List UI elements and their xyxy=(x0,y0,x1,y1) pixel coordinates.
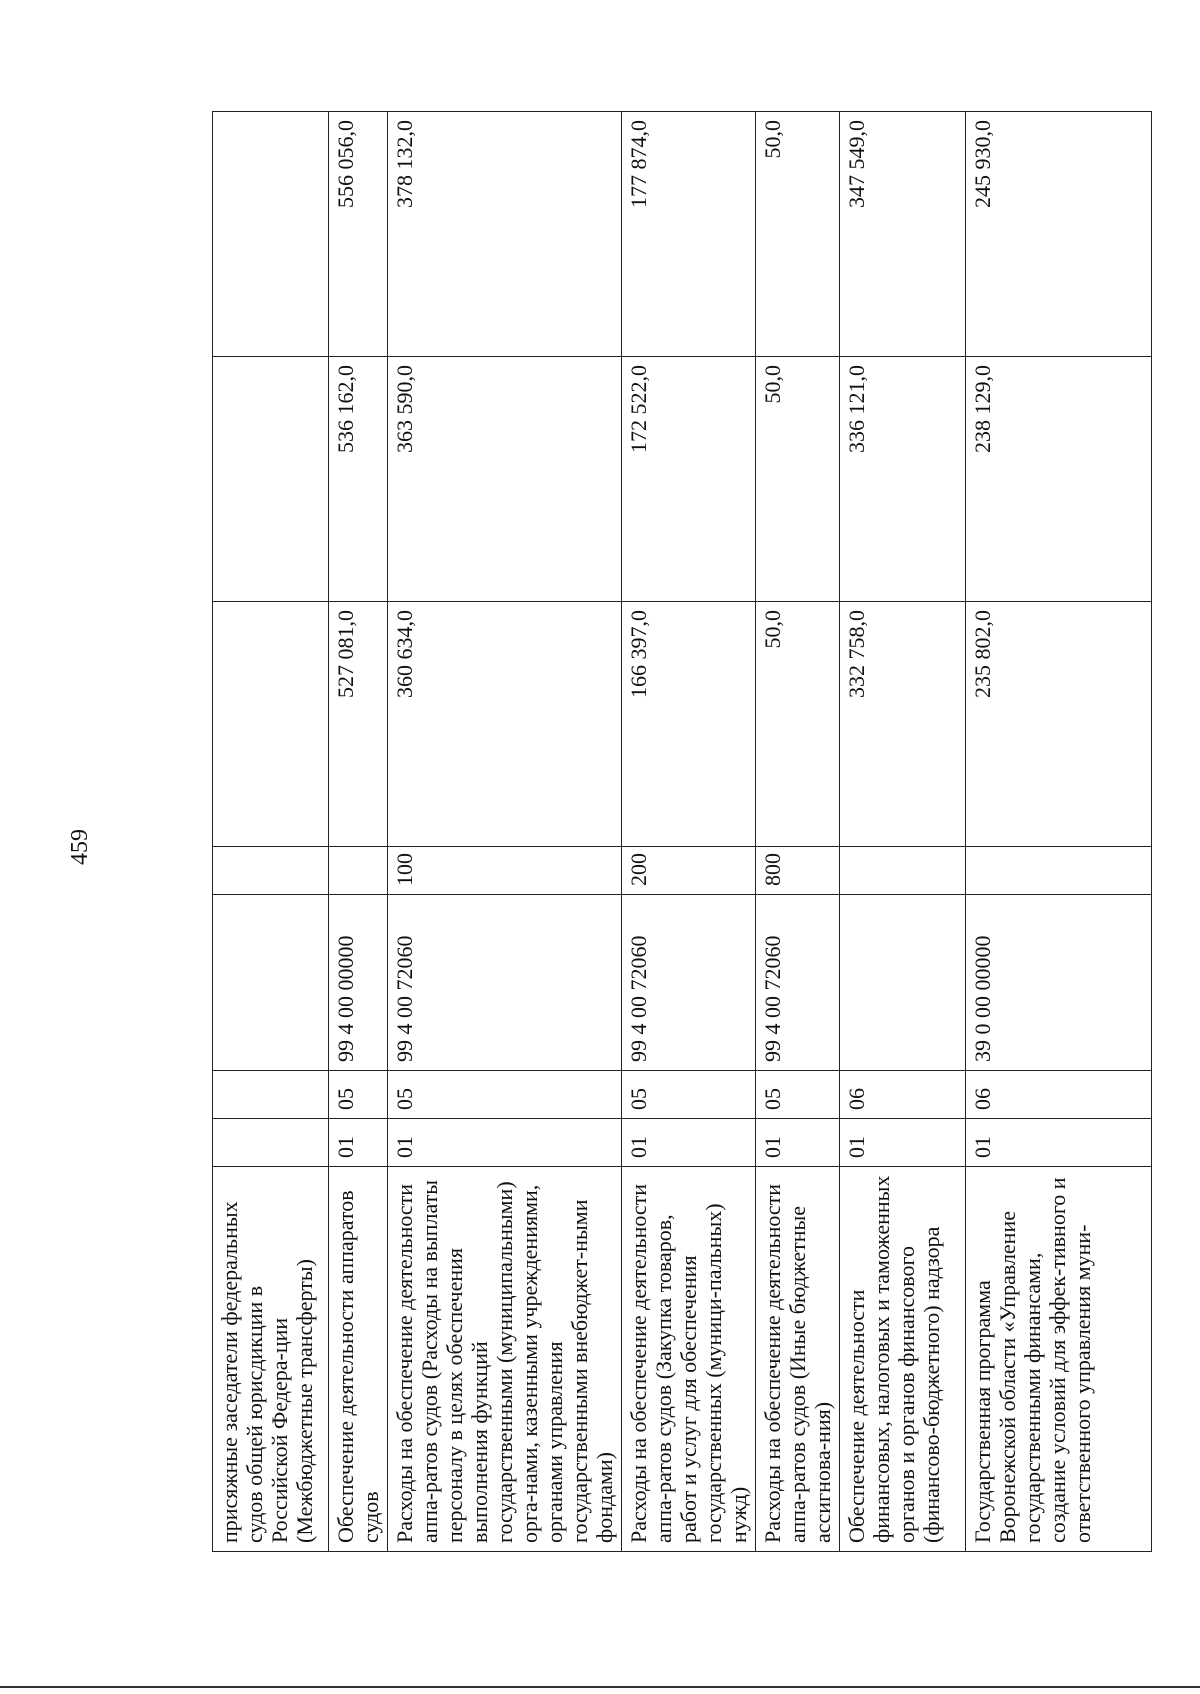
cell-amount-year-2: 336 121,0 xyxy=(840,357,966,602)
cell-expense-type: 100 xyxy=(388,847,622,895)
cell-subsection: 06 xyxy=(966,1071,1152,1119)
cell-expense-type xyxy=(213,847,329,895)
cell-name: Расходы на обеспечение деятельности аппа-ратов судов (Иные бюджетные ассигнова-ния) xyxy=(756,1167,840,1552)
cell-amount-year-1: 166 397,0 xyxy=(622,602,756,847)
table-row xyxy=(622,112,756,1552)
cell-expense-type xyxy=(840,847,966,895)
table-row xyxy=(840,112,966,1552)
cell-target-article: 99 4 00 72060 xyxy=(756,895,840,1071)
cell-section: 01 xyxy=(966,1119,1152,1167)
cell-section: 01 xyxy=(329,1119,388,1167)
cell-amount-year-1: 235 802,0 xyxy=(966,602,1152,847)
cell-target-article: 99 4 00 00000 xyxy=(329,895,388,1071)
cell-amount-year-2: 50,0 xyxy=(756,357,840,602)
cell-amount-year-2 xyxy=(213,357,329,602)
cell-amount-year-3: 245 930,0 xyxy=(966,112,1152,357)
cell-subsection: 05 xyxy=(756,1071,840,1119)
cell-target-article xyxy=(213,895,329,1071)
cell-expense-type: 800 xyxy=(756,847,840,895)
table-body xyxy=(213,112,1152,1552)
cell-expense-type: 200 xyxy=(622,847,756,895)
cell-amount-year-1: 332 758,0 xyxy=(840,602,966,847)
cell-name: Государственная программа Воронежской области «Управление государственными финансами, создание условий для эффек-тивного и ответственного управления муни- xyxy=(966,1167,1152,1552)
table-row xyxy=(213,112,329,1552)
cell-subsection: 05 xyxy=(329,1071,388,1119)
cell-target-article: 39 0 00 00000 xyxy=(966,895,1152,1071)
cell-target-article: 99 4 00 72060 xyxy=(388,895,622,1071)
cell-amount-year-1: 360 634,0 xyxy=(388,602,622,847)
cell-amount-year-3: 378 132,0 xyxy=(388,112,622,357)
cell-target-article xyxy=(840,895,966,1071)
cell-amount-year-1: 50,0 xyxy=(756,602,840,847)
cell-section: 01 xyxy=(840,1119,966,1167)
cell-section: 01 xyxy=(388,1119,622,1167)
cell-name: Расходы на обеспечение деятельности аппа-ратов судов (Закупка товаров, работ и услуг для обеспечения государственных (муници-пальных) нужд) xyxy=(622,1167,756,1552)
cell-section: 01 xyxy=(756,1119,840,1167)
cell-amount-year-1 xyxy=(213,602,329,847)
cell-target-article: 99 4 00 72060 xyxy=(622,895,756,1071)
cell-name: Расходы на обеспечение деятельности аппа-ратов судов (Расходы на выплаты персоналу в целях обеспечения выполнения функций государственными (муниципальными) орга-нами, казенными учреждениями, органами управления государственными внебюджет-ными фондами) xyxy=(388,1167,622,1552)
cell-section xyxy=(213,1119,329,1167)
cell-amount-year-3: 177 874,0 xyxy=(622,112,756,357)
cell-name: присяжные заседатели федеральных судов общей юрисдикции в Российской Федера-ции (Межбюджетные трансферты) xyxy=(213,1167,329,1552)
cell-expense-type xyxy=(966,847,1152,895)
page-bottom-rule xyxy=(0,1686,1200,1688)
cell-amount-year-1: 527 081,0 xyxy=(329,602,388,847)
page-number: 459 xyxy=(67,829,93,865)
cell-amount-year-3: 556 056,0 xyxy=(329,112,388,357)
cell-expense-type xyxy=(329,847,388,895)
cell-subsection: 05 xyxy=(622,1071,756,1119)
cell-amount-year-2: 536 162,0 xyxy=(329,357,388,602)
cell-name: Обеспечение деятельности финансовых, налоговых и таможенных органов и органов финансового (финансово-бюджетного) надзора xyxy=(840,1167,966,1552)
cell-section: 01 xyxy=(622,1119,756,1167)
table-row xyxy=(388,112,622,1552)
cell-amount-year-3 xyxy=(213,112,329,357)
budget-table xyxy=(212,111,1152,1552)
cell-amount-year-3: 50,0 xyxy=(756,112,840,357)
cell-subsection: 05 xyxy=(388,1071,622,1119)
cell-subsection xyxy=(213,1071,329,1119)
cell-subsection: 06 xyxy=(840,1071,966,1119)
cell-amount-year-3: 347 549,0 xyxy=(840,112,966,357)
cell-amount-year-2: 363 590,0 xyxy=(388,357,622,602)
cell-amount-year-2: 172 522,0 xyxy=(622,357,756,602)
cell-name: Обеспечение деятельности аппаратов судов xyxy=(329,1167,388,1552)
table-row xyxy=(329,112,388,1552)
table-row xyxy=(756,112,840,1552)
cell-amount-year-2: 238 129,0 xyxy=(966,357,1152,602)
budget-table-rotated xyxy=(212,112,1100,1552)
table-row xyxy=(966,112,1152,1552)
